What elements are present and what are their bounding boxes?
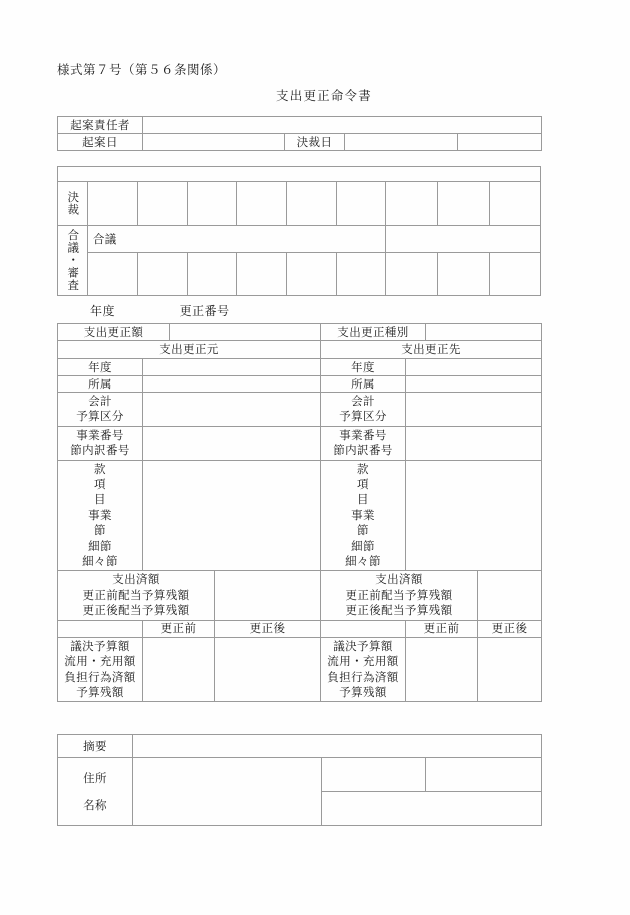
meeting-label: 合議	[87, 226, 385, 253]
source-section-title: 支出更正元	[58, 341, 321, 359]
draft-date-label: 起案日	[58, 134, 143, 151]
target-budget-corner	[321, 620, 406, 637]
decision-slot[interactable]	[87, 182, 137, 226]
budget-label: 流用・充用額	[327, 654, 399, 669]
project-label-line2: 節内訳番号	[333, 443, 393, 458]
table-row	[58, 341, 542, 359]
classification-label: 事業	[351, 507, 375, 522]
classification-label: 款	[357, 461, 369, 476]
table-row	[58, 426, 542, 460]
budget-label: 予算残額	[339, 684, 387, 699]
decision-slot[interactable]	[385, 182, 437, 226]
source-year-value[interactable]	[143, 359, 321, 376]
table-row	[58, 376, 542, 393]
review-slot[interactable]	[437, 253, 489, 296]
source-year-label: 年度	[58, 359, 143, 376]
detail-table	[57, 340, 542, 702]
target-affiliation-value[interactable]	[406, 376, 542, 393]
account-label-line1: 会計	[351, 394, 375, 408]
source-classification-label	[58, 460, 143, 571]
review-label: 合議・審査	[58, 226, 88, 296]
table-row	[58, 324, 542, 342]
table-row	[58, 620, 542, 637]
classification-label: 細節	[88, 538, 112, 553]
budget-label: 議決予算額	[70, 638, 130, 653]
target-paid-label	[321, 571, 478, 620]
year-label: 年度	[90, 304, 116, 318]
table-row	[58, 117, 542, 134]
decision-date-label: 決裁日	[285, 134, 345, 151]
source-account-label	[58, 393, 143, 427]
table-row	[58, 134, 542, 151]
target-project-label	[321, 426, 406, 460]
target-before-label: 更正前	[406, 620, 478, 637]
budget-label: 予算残額	[76, 684, 124, 699]
decision-slot[interactable]	[437, 182, 489, 226]
project-label-line1: 事業番号	[76, 427, 124, 442]
target-account-value[interactable]	[406, 393, 542, 427]
classification-label: 節	[357, 523, 369, 538]
account-label-line2: 予算区分	[76, 409, 124, 424]
table-row	[58, 758, 542, 792]
responsible-label: 起案責任者	[58, 117, 143, 134]
address-label: 住所	[83, 771, 107, 786]
review-slot[interactable]	[287, 253, 337, 296]
target-section-title: 支出更正先	[321, 341, 542, 359]
approval-title-bar	[58, 167, 541, 182]
bottom-sub-cell-1[interactable]	[322, 758, 426, 792]
paid-label: 支出済額	[112, 572, 160, 587]
source-before-label: 更正前	[143, 620, 215, 637]
meeting-value[interactable]	[385, 226, 540, 253]
draft-date-value[interactable]	[143, 134, 285, 151]
target-project-value[interactable]	[406, 426, 542, 460]
classification-label: 節	[94, 523, 106, 538]
review-slot[interactable]	[187, 253, 237, 296]
paid-label: 支出済額	[375, 572, 423, 587]
project-label-line2: 節内訳番号	[70, 443, 130, 458]
source-budget-corner	[58, 620, 143, 637]
correction-amount-value[interactable]	[170, 324, 321, 342]
correction-number-label: 更正番号	[179, 304, 230, 318]
header-table	[57, 116, 542, 151]
decision-extra-value[interactable]	[458, 134, 542, 151]
paid-label: 更正後配当予算残額	[82, 603, 190, 618]
table-row	[58, 253, 541, 296]
summary-value[interactable]	[133, 735, 542, 758]
source-paid-value[interactable]	[215, 571, 321, 620]
decision-slot[interactable]	[237, 182, 287, 226]
form-number: 様式第７号（第５６条関係）	[57, 62, 227, 77]
budget-label: 負担行為済額	[64, 669, 136, 684]
target-paid-value[interactable]	[478, 571, 542, 620]
table-row	[58, 182, 541, 226]
target-year-label: 年度	[321, 359, 406, 376]
source-budget-label	[58, 637, 143, 702]
target-budget-after-value[interactable]	[478, 637, 542, 702]
table-row	[58, 167, 541, 182]
target-classification-label	[321, 460, 406, 571]
table-row	[58, 735, 542, 758]
classification-label: 細々節	[345, 554, 381, 569]
classification-label: 項	[94, 477, 106, 492]
review-slot[interactable]	[87, 253, 137, 296]
table-row	[58, 393, 542, 427]
year-correction-line	[90, 302, 230, 319]
review-slot[interactable]	[137, 253, 187, 296]
classification-label: 項	[357, 477, 369, 492]
classification-label: 目	[357, 492, 369, 507]
source-budget-before-value[interactable]	[143, 637, 215, 702]
classification-label: 款	[94, 461, 106, 476]
review-slot[interactable]	[337, 253, 386, 296]
bottom-sub-cell-3[interactable]	[322, 792, 542, 826]
decision-date-value[interactable]	[345, 134, 458, 151]
account-label-line1: 会計	[88, 394, 112, 408]
document-title: 支出更正命令書	[276, 88, 372, 103]
table-row	[58, 359, 542, 376]
decision-slot[interactable]	[337, 182, 386, 226]
approval-table	[57, 166, 541, 296]
classification-label: 細節	[351, 538, 375, 553]
address-name-label	[58, 758, 133, 826]
source-project-label	[58, 426, 143, 460]
table-row	[58, 571, 542, 620]
paid-label: 更正前配当予算残額	[345, 587, 453, 602]
address-name-value[interactable]	[133, 758, 322, 826]
budget-label: 流用・充用額	[64, 654, 136, 669]
table-row	[58, 460, 542, 571]
classification-label: 目	[94, 492, 106, 507]
source-affiliation-value[interactable]	[143, 376, 321, 393]
target-affiliation-label: 所属	[321, 376, 406, 393]
target-year-value[interactable]	[406, 359, 542, 376]
target-classification-value[interactable]	[406, 460, 542, 571]
review-slot[interactable]	[489, 253, 540, 296]
correction-amount-label: 支出更正額	[58, 324, 170, 342]
source-budget-after-value[interactable]	[215, 637, 321, 702]
target-after-label: 更正後	[478, 620, 542, 637]
decision-slot[interactable]	[287, 182, 337, 226]
source-affiliation-label: 所属	[58, 376, 143, 393]
decision-slot[interactable]	[187, 182, 237, 226]
summary-label: 摘要	[58, 735, 133, 758]
bottom-table	[57, 734, 542, 826]
source-classification-value[interactable]	[143, 460, 321, 571]
correction-type-label: 支出更正種別	[321, 324, 426, 342]
source-project-value[interactable]	[143, 426, 321, 460]
review-slot[interactable]	[385, 253, 437, 296]
budget-label: 議決予算額	[333, 638, 393, 653]
target-budget-before-value[interactable]	[406, 637, 478, 702]
review-slot[interactable]	[237, 253, 287, 296]
responsible-value[interactable]	[143, 117, 542, 134]
decision-label: 決裁	[58, 182, 88, 226]
classification-label: 細々節	[82, 554, 118, 569]
source-paid-label	[58, 571, 215, 620]
table-row	[58, 226, 541, 253]
account-label-line2: 予算区分	[339, 409, 387, 424]
classification-label: 事業	[88, 507, 112, 522]
source-account-value[interactable]	[143, 393, 321, 427]
bottom-sub-cell-2[interactable]	[426, 758, 542, 792]
project-label-line1: 事業番号	[339, 427, 387, 442]
table-row	[58, 637, 542, 702]
source-after-label: 更正後	[215, 620, 321, 637]
target-account-label	[321, 393, 406, 427]
decision-slot[interactable]	[489, 182, 540, 226]
decision-slot[interactable]	[137, 182, 187, 226]
name-label: 名称	[83, 797, 107, 812]
paid-label: 更正後配当予算残額	[345, 603, 453, 618]
target-budget-label	[321, 637, 406, 702]
paid-label: 更正前配当予算残額	[82, 587, 190, 602]
budget-label: 負担行為済額	[327, 669, 399, 684]
correction-type-value[interactable]	[426, 324, 542, 342]
